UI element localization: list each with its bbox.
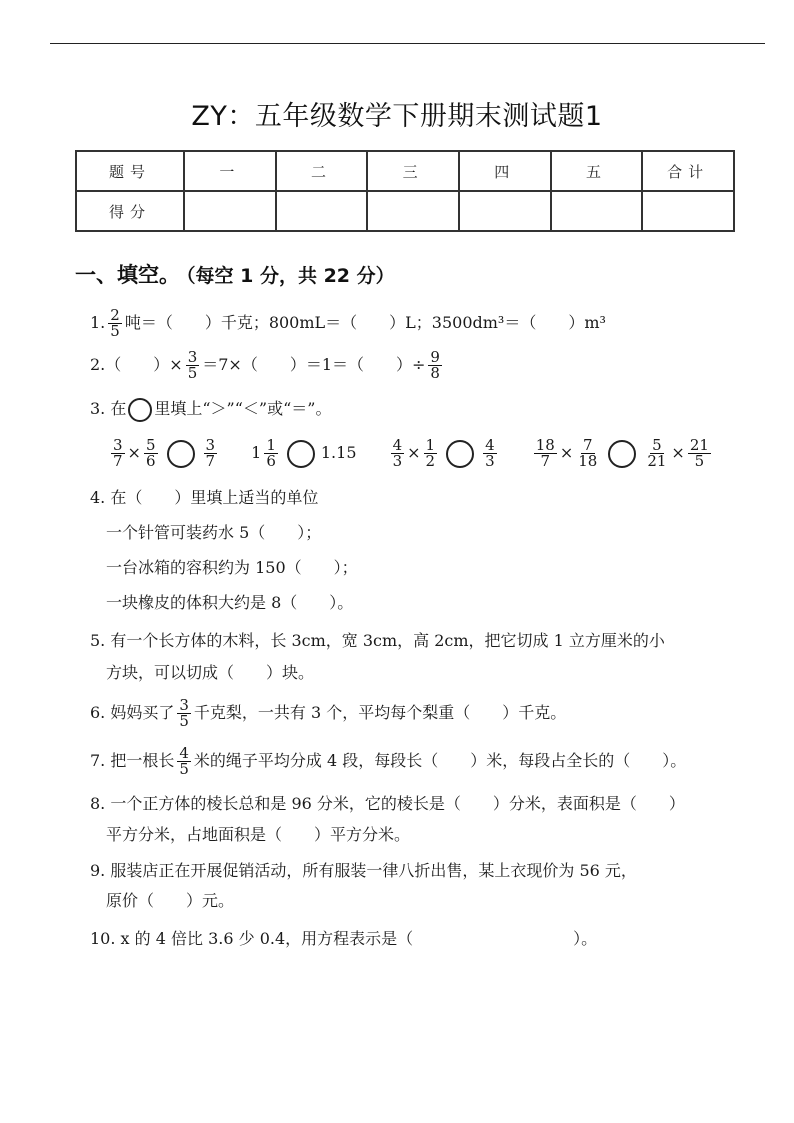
score-header-cell: 一: [184, 151, 276, 191]
question-text: 米的绳子平均分成 4 段，每段长（ ）米，每段占全长的（ ）。: [193, 751, 687, 770]
score-header-cell: 二: [276, 151, 368, 191]
decimal-value: 1.15: [320, 443, 357, 462]
fraction: [424, 438, 438, 469]
denominator: 3: [485, 452, 495, 470]
whole-number: 1: [251, 443, 262, 462]
question-text: ＝7×（ ）＝1＝（ ）÷: [202, 355, 426, 374]
score-table-header-row: [76, 151, 734, 191]
numerator: 4: [179, 744, 189, 762]
operator: ×: [559, 443, 574, 462]
denominator: 18: [578, 452, 598, 470]
numerator: 3: [205, 436, 216, 454]
score-cell[interactable]: [367, 191, 459, 231]
denominator: 6: [266, 452, 276, 470]
score-cell[interactable]: [184, 191, 276, 231]
numerator: 3: [187, 348, 198, 366]
question-4-line: 一块橡皮的体积大约是 8（ ）。: [106, 593, 354, 612]
numerator: 21: [689, 436, 709, 454]
question-4-line: 一个针管可装药水 5（ ）；: [106, 523, 322, 542]
circle-icon: [128, 398, 152, 422]
denominator: 7: [205, 452, 216, 470]
numerator: 1: [266, 436, 276, 454]
question-text: 3. 在: [90, 399, 127, 418]
question-8-line: 平方分米，占地面积是（ ）平方分米。: [106, 825, 411, 844]
fraction: [108, 308, 122, 339]
numerator: 5: [652, 436, 662, 454]
score-cell[interactable]: [276, 191, 368, 231]
fraction: [534, 438, 557, 469]
question-2: [90, 350, 445, 381]
question-9-line: 原价（ ）元。: [106, 891, 235, 910]
score-table-score-row: [76, 191, 734, 231]
score-table: [75, 150, 735, 232]
denominator: 8: [430, 364, 440, 382]
question-text: 7. 把一根长: [90, 751, 175, 770]
question-8-line: 8. 一个正方体的棱长总和是 96 分米，它的棱长是（ ）分米，表面积是（ ）: [90, 794, 685, 813]
denominator: 7: [113, 452, 123, 470]
question-text: 里填上“＞”“＜”或“＝”。: [154, 399, 332, 418]
section-note: （每空 1 分，共 22 分）: [186, 265, 395, 287]
section-heading: [75, 259, 395, 289]
numerator: 4: [392, 436, 403, 454]
numerator: 3: [179, 696, 189, 714]
question-4-line: 4. 在（ ）里填上适当的单位: [90, 488, 319, 507]
operator: ×: [127, 443, 141, 462]
fraction: [144, 438, 158, 469]
question-text: 2.（ ）×: [90, 355, 183, 374]
compare-circle[interactable]: [446, 440, 474, 468]
compare-item: [388, 438, 500, 469]
denominator: 5: [187, 364, 198, 382]
fraction: [645, 438, 668, 469]
denominator: 5: [179, 760, 189, 778]
denominator: 5: [694, 452, 705, 470]
fraction: [264, 438, 278, 469]
question-4-line: 一台冰箱的容积约为 150（ ）；: [106, 558, 358, 577]
score-row-label: 得分: [76, 191, 184, 231]
question-3: [90, 396, 331, 422]
question-text: 千克梨，一共有 3 个，平均每个梨重（ ）千克。: [193, 703, 567, 722]
operator: ×: [407, 443, 421, 462]
question-1: [90, 308, 606, 339]
score-header-label: 题号: [76, 151, 184, 191]
compare-circle[interactable]: [608, 440, 636, 468]
numerator: 4: [485, 436, 495, 454]
question-text: 6. 妈妈买了: [90, 703, 175, 722]
denominator: 5: [179, 712, 189, 730]
fraction: [186, 350, 200, 381]
fraction: [177, 698, 191, 729]
numerator: 3: [113, 436, 123, 454]
fraction: [576, 438, 599, 469]
question-5-line: 5. 有一个长方体的木料，长 3cm，宽 3cm，高 2cm，把它切成 1 立方厘米的小: [90, 631, 665, 650]
score-cell[interactable]: [459, 191, 551, 231]
question-number: 1.: [90, 313, 106, 332]
question-5-line: 方块，可以切成（ ）块。: [106, 663, 315, 682]
question-3-items: [108, 438, 714, 469]
numerator: 5: [145, 436, 156, 454]
question-6: [90, 698, 566, 729]
question-9-line: 9. 服装店正在开展促销活动，所有服装一律八折出售，某上衣现价为 56 元，: [90, 861, 637, 880]
denominator: 2: [425, 452, 436, 470]
denominator: 21: [647, 452, 667, 470]
score-header-cell: 五: [551, 151, 643, 191]
numerator: 18: [535, 436, 555, 454]
compare-circle[interactable]: [287, 440, 315, 468]
score-header-cell: 三: [367, 151, 459, 191]
score-header-cell: 合计: [642, 151, 734, 191]
compare-item: [108, 438, 220, 469]
score-cell[interactable]: [551, 191, 643, 231]
numerator: 9: [430, 348, 440, 366]
fraction: [111, 438, 125, 469]
top-rule: [50, 43, 765, 44]
score-header-cell: 四: [459, 151, 551, 191]
compare-circle[interactable]: [167, 440, 195, 468]
operator: ×: [671, 443, 685, 462]
fraction: [428, 350, 442, 381]
question-7: [90, 746, 686, 777]
numerator: 1: [425, 436, 436, 454]
numerator: 2: [110, 306, 120, 324]
denominator: 3: [392, 452, 403, 470]
score-cell[interactable]: [642, 191, 734, 231]
section-title: 一、填空。: [75, 263, 180, 287]
compare-item: [531, 438, 714, 469]
fraction: [177, 746, 191, 777]
page-title: ZY：五年级数学下册期末测试题1: [191, 101, 603, 132]
fraction: [204, 438, 218, 469]
denominator: 7: [540, 452, 551, 470]
fraction: [483, 438, 497, 469]
fraction: [391, 438, 405, 469]
denominator: 6: [145, 452, 156, 470]
question-text: 吨＝（ ）千克；800mL＝（ ）L；3500dm³＝（ ）m³: [124, 313, 606, 332]
fraction: [688, 438, 711, 469]
question-10: 10. x 的 4 倍比 3.6 少 0.4，用方程表示是（ ）。: [90, 929, 598, 948]
compare-item: [251, 438, 356, 469]
numerator: 7: [583, 436, 593, 454]
denominator: 5: [110, 322, 120, 340]
